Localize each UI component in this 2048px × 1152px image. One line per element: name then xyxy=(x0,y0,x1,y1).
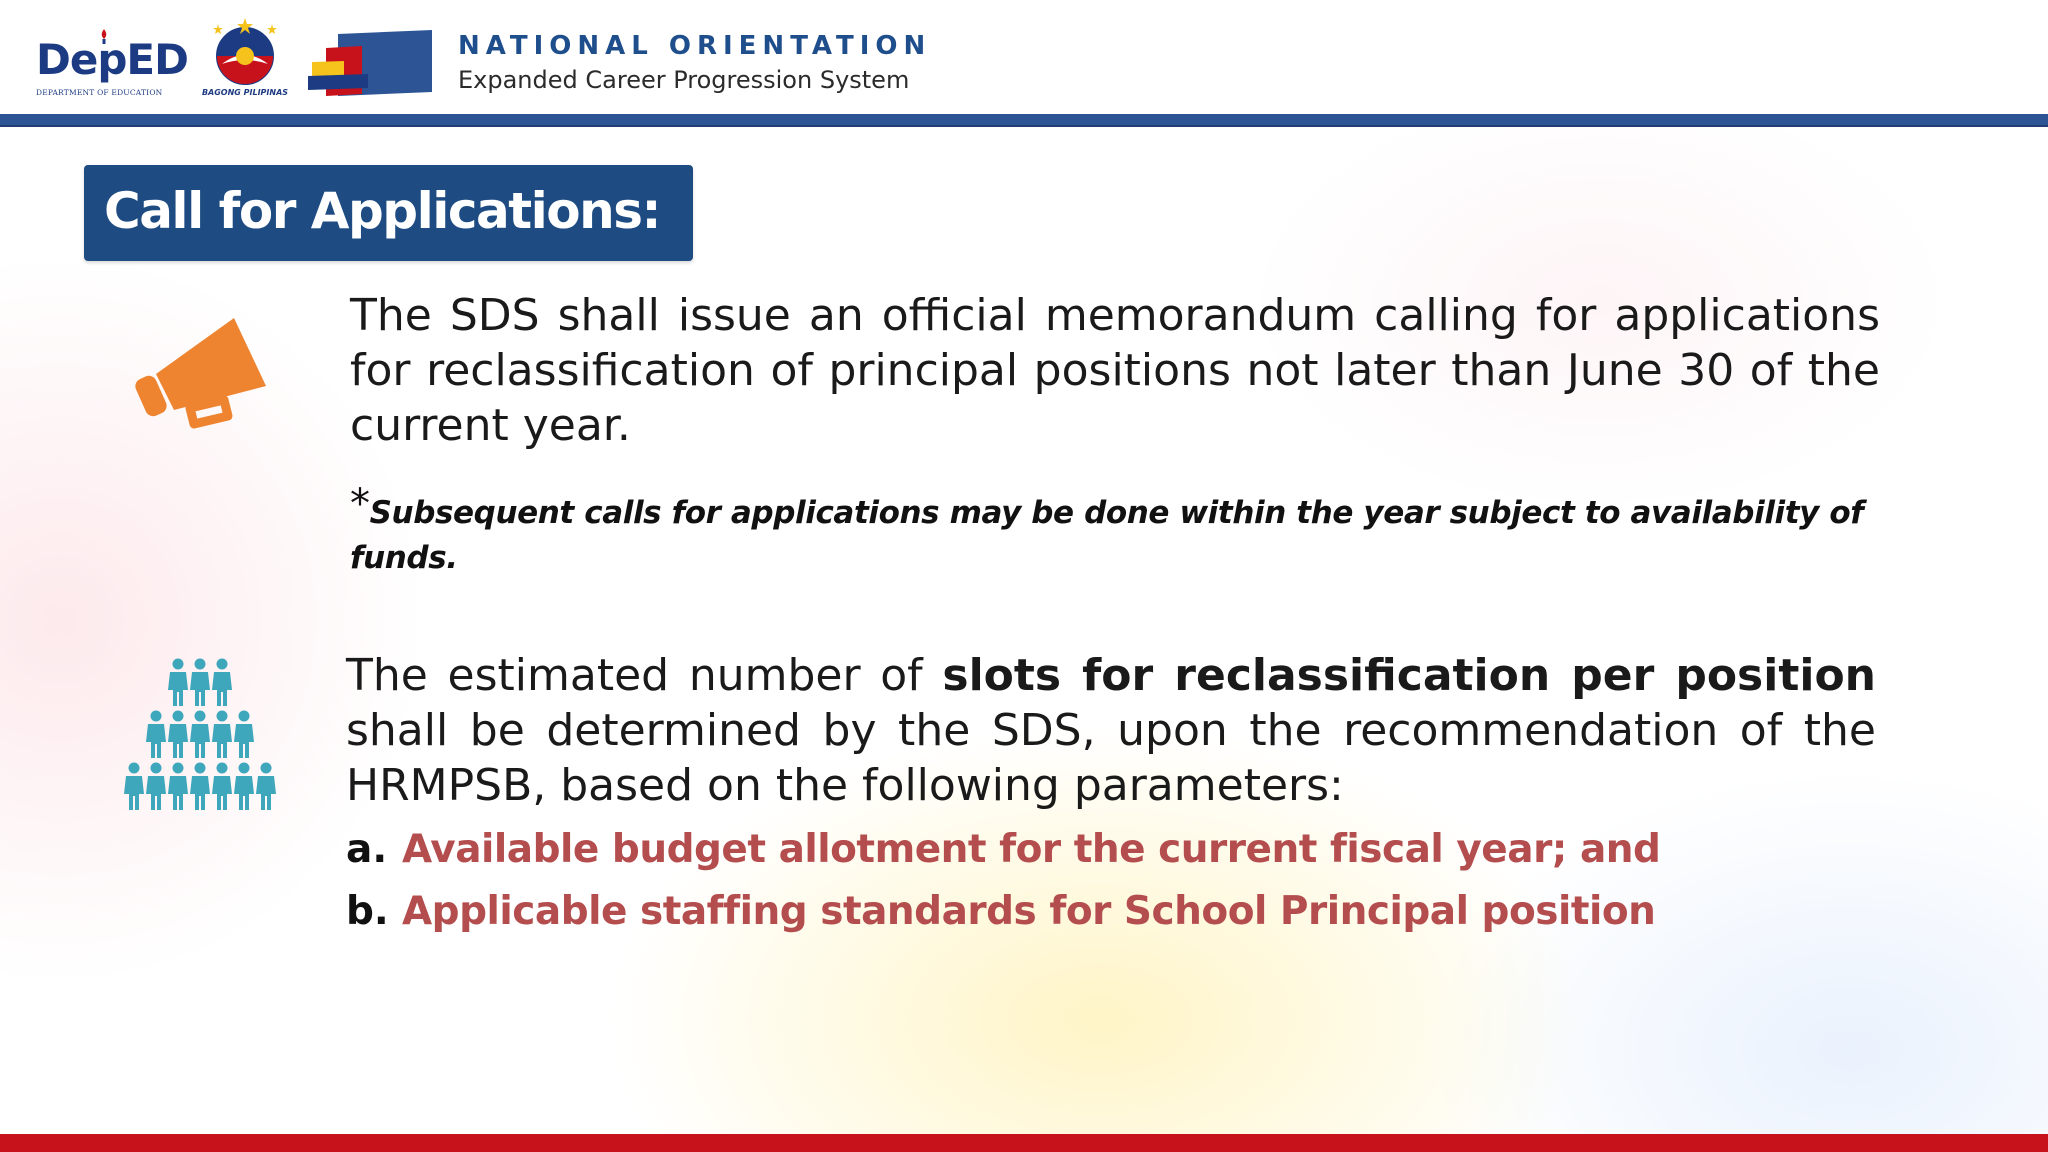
slots-paragraph xyxy=(346,648,1876,813)
header-divider xyxy=(0,114,2048,127)
section-heading-box xyxy=(84,165,693,261)
slots-intro-after: shall be determined by the SDS, upon the recommendation of the HRMPSB, based on the following parameters: xyxy=(346,705,1876,811)
ecps-logo-icon xyxy=(308,28,436,100)
funds-note xyxy=(350,482,1880,581)
deped-wordmark: DepED xyxy=(36,35,188,84)
parameter-item-b xyxy=(346,884,1655,940)
slots-intro-before: The estimated number of xyxy=(346,650,943,701)
presentation-title: NATIONAL ORIENTATION xyxy=(458,31,932,61)
bagong-pilipinas-emblem-icon xyxy=(196,16,294,88)
note-asterisk: * xyxy=(350,481,370,527)
people-group-icon xyxy=(122,652,278,812)
deped-subtitle: DEPARTMENT OF EDUCATION xyxy=(36,88,163,97)
footer-bar xyxy=(0,1134,2048,1152)
slots-intro-bold: slots for reclassification per position xyxy=(942,650,1876,701)
note-text: Subsequent calls for applications may be done within the year subject to availability of funds. xyxy=(350,495,1864,576)
presentation-title-block xyxy=(458,30,931,96)
bagong-pilipinas-caption: BAGONG PILIPINAS xyxy=(201,88,289,97)
section-heading: Call for Applications: xyxy=(104,182,660,240)
list-marker: a. xyxy=(346,827,388,872)
presentation-subtitle: Expanded Career Progression System xyxy=(458,66,910,94)
deped-logo xyxy=(32,26,188,102)
memorandum-paragraph: The SDS shall issue an official memorandum calling for applications for reclassification of principal positions not later than June 30 of the current year. xyxy=(350,290,1880,451)
bagong-pilipinas-logo xyxy=(196,16,294,102)
parameter-item-a xyxy=(346,822,1660,878)
parameter-text: Applicable staffing standards for School Principal position xyxy=(402,889,1656,934)
slide-header xyxy=(0,0,2048,114)
megaphone-icon xyxy=(132,312,272,434)
parameter-text: Available budget allotment for the current fiscal year; and xyxy=(402,827,1661,872)
list-marker: b. xyxy=(346,889,389,934)
